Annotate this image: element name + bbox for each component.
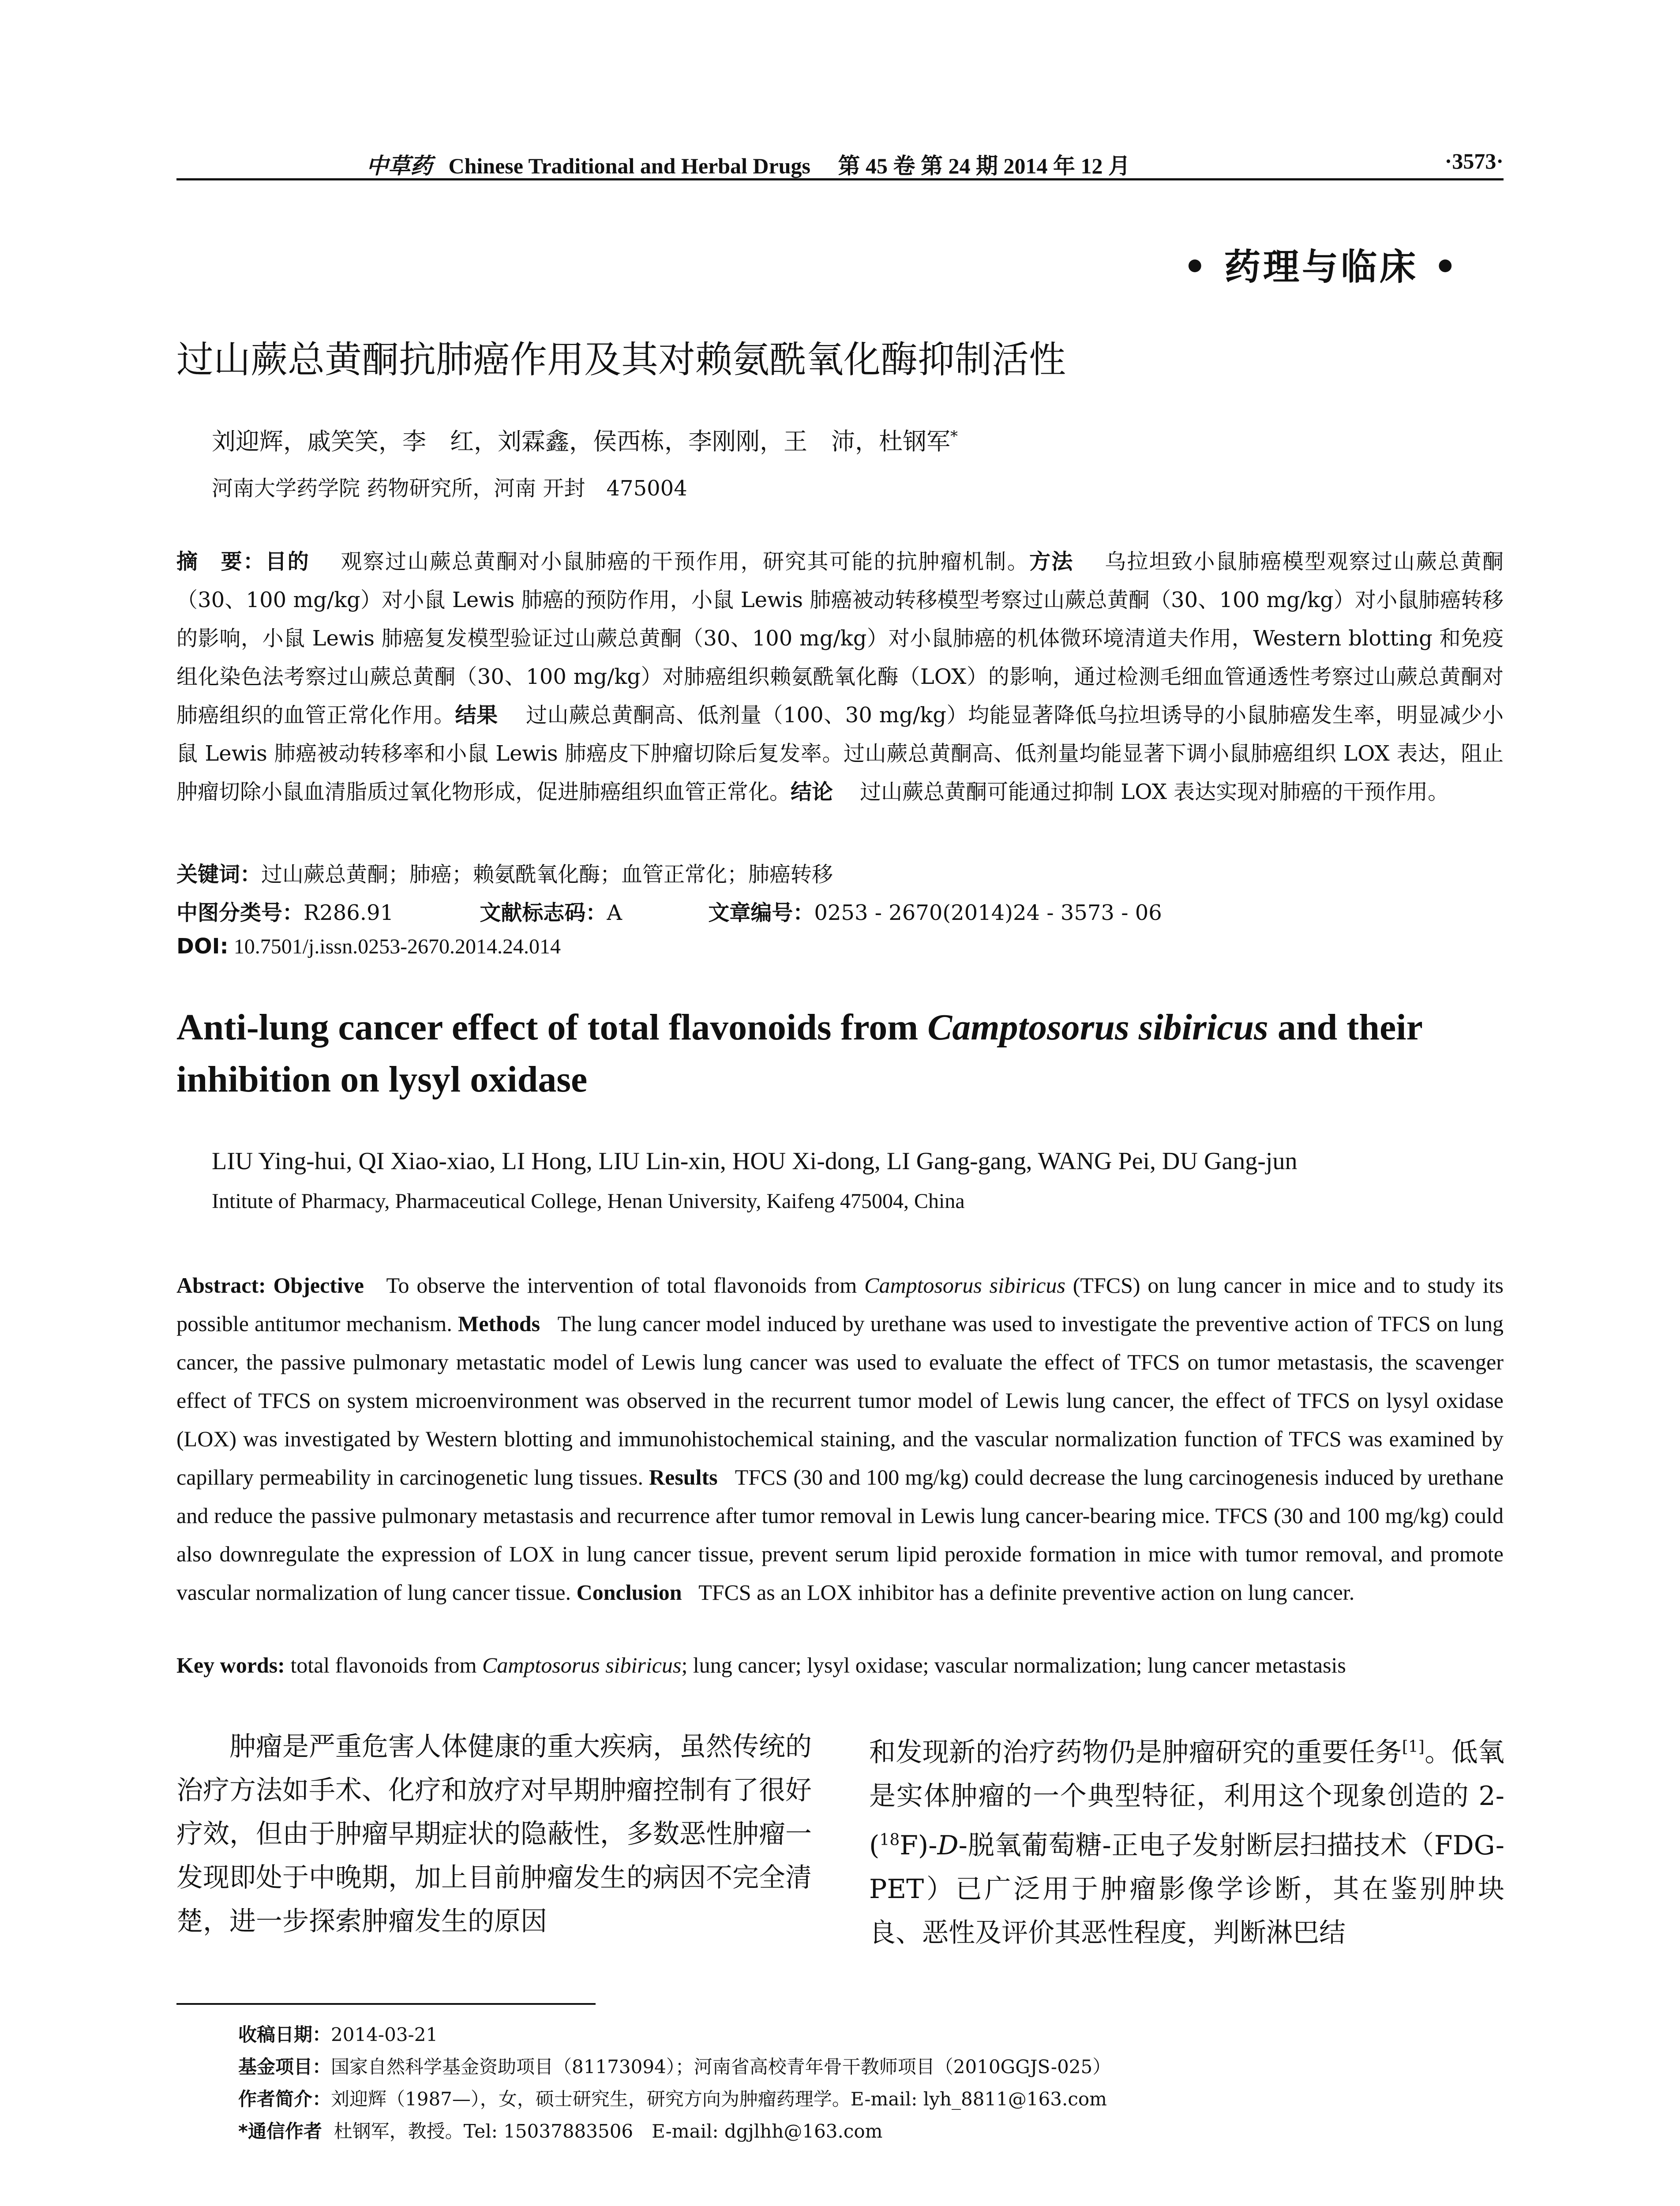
results-text-cn: 过山蕨总黄酮高、低剂量（100、30 mg/kg）均能显著降低乌拉坦诱导的小鼠肺癌发生率，明显减少小鼠 Lewis 肺癌被动转移率和小鼠 Lewis 肺癌皮下肿瘤切除后复发率。过山蕨总黄酮高、低剂量均能显著下调小鼠肺癌组织 LOX 表达，阻止肿瘤切除小鼠血清脂质过氧化物形成，促进肺癌组织血管正常化。 xyxy=(176,703,1504,804)
footnote-author-bio xyxy=(238,2083,1500,2115)
keywords-label-en: Key words: xyxy=(176,1653,285,1677)
footnote-rule xyxy=(176,2003,596,2005)
clc-label: 中图分类号： xyxy=(176,900,304,925)
doc-code-label: 文献标志码： xyxy=(480,900,607,925)
methods-label-en: Methods xyxy=(458,1311,540,1336)
methods-text-en: The lung cancer model induced by urethane was used to investigate the preventive action of TFCS on lung cancer, the passive pulmonary metastatic model of Lewis lung cancer was used to evaluate the effect of TFCS on tumor metastasis, the scavenger effect of TFCS on system microenvironment was observed in the recurrent tumor model of Lewis lung cancer, the effect of TFCS on lysyl oxidase (LOX) was investigated by Western blotting and immunohistochemical staining, and the vascular normalization function of TFCS was examined by capillary permeability in carcinogenetic lung tissues. xyxy=(176,1311,1504,1489)
body-right-text-4: -脱氧葡萄糖-正电子发射断层扫描技术（FDG-PET）已广泛用于肿瘤影像学诊断，其在鉴别肿块良、恶性及评价其恶性程度，判断淋巴结 xyxy=(869,1830,1504,1948)
footnote-corresponding xyxy=(238,2115,1500,2147)
author-list-cn: 刘迎辉，戚笑笑，李 红，刘霖鑫，侯西栋，李刚刚，王 沛，杜钢军 xyxy=(212,428,950,455)
footnote-label: 基金项目： xyxy=(238,2056,331,2078)
classification-line xyxy=(176,896,1504,926)
journal-issue: 第 45 卷 第 24 期 2014 年 12 月 xyxy=(838,154,1130,178)
keywords-cn xyxy=(176,857,1504,888)
objective-species-en: Camptosorus sibiricus xyxy=(864,1273,1065,1298)
article-number-value: 0253 - 2670(2014)24 - 3573 - 06 xyxy=(814,900,1162,925)
footnotes xyxy=(238,2018,1500,2147)
footnote-label: 作者简介： xyxy=(238,2088,331,2110)
title-en-species: Camptosorus sibiricus xyxy=(927,1007,1268,1048)
footnote-label: *通信作者 xyxy=(238,2120,322,2142)
conclusion-text-cn: 过山蕨总黄酮可能通过抑制 LOX 表达实现对肺癌的干预作用。 xyxy=(860,780,1449,804)
affiliation-cn: 河南大学药学院 药物研究所，河南 开封 475004 xyxy=(212,476,687,501)
footnote-label: 收稿日期： xyxy=(238,2024,331,2045)
title-en-part1: Anti-lung cancer effect of total flavonoids from xyxy=(176,1007,928,1048)
footnote-text: 杜钢军，教授。Tel: 15037883506 E-mail: dgjlhh@163.com xyxy=(334,2120,883,2142)
authors-en: LIU Ying-hui, QI Xiao-xiao, LI Hong, LIU Lin-xin, HOU Xi-dong, LI Gang-gang, WANG Pei, DU Gang-jun xyxy=(212,1148,1298,1175)
methods-label-cn: 方法 xyxy=(1029,549,1074,574)
objective-text-cn: 观察过山蕨总黄酮对小鼠肺癌的干预作用，研究其可能的抗肿瘤机制。 xyxy=(341,549,1030,574)
authors-cn xyxy=(212,423,1491,457)
doi-line xyxy=(176,934,1504,959)
journal-name-en: Chinese Traditional and Herbal Drugs xyxy=(448,154,810,178)
keywords-en-species: Camptosorus sibiricus xyxy=(482,1653,682,1677)
footnote-text: 刘迎辉（1987—），女，硕士研究生，研究方向为肿瘤药理学。E-mail: lyh_8811@163.com xyxy=(331,2088,1107,2110)
keywords-en-part1: total flavonoids from xyxy=(290,1653,482,1677)
results-label-en: Results xyxy=(649,1465,718,1489)
body-column-left: 肿瘤是严重危害人体健康的重大疾病，虽然传统的治疗方法如手术、化疗和放疗对早期肿瘤控制有了很好疗效，但由于肿瘤早期症状的隐蔽性，多数恶性肿瘤一发现即处于中晚期，加上目前肿瘤发生的病因不完全清楚，进一步探索肿瘤发生的原因 xyxy=(176,1731,812,1937)
keywords-text-cn: 过山蕨总黄酮；肺癌；赖氨酰氧化酶；血管正常化；肺癌转移 xyxy=(261,862,833,887)
body-column-right xyxy=(869,1725,1504,1955)
abstract-cn xyxy=(176,543,1504,811)
body-right-text-3: F)- xyxy=(900,1830,938,1861)
section-tag: • 药理与临床 • xyxy=(1183,246,1459,288)
keywords-en xyxy=(176,1652,1504,1678)
results-label-cn: 结果 xyxy=(455,703,498,728)
keywords-label-cn: 关键词： xyxy=(176,862,262,887)
citation-ref-1[interactable]: [1] xyxy=(1402,1738,1425,1756)
footnote-text: 国家自然科学基金资助项目（81173094）；河南省高校青年骨干教师项目（2010GGJS-025） xyxy=(331,2056,1111,2078)
page-number: ·3573· xyxy=(1444,149,1504,173)
title-en-part2: and their inhibition on lysyl oxidase xyxy=(176,1007,1422,1100)
isotope-superscript: 18 xyxy=(879,1831,900,1849)
doi-value: 10.7501/j.issn.0253-2670.2014.24.014 xyxy=(233,935,561,958)
doc-code-value: A xyxy=(607,900,622,925)
conclusion-label-en: Conclusion xyxy=(576,1580,682,1605)
abstract-label-cn: 摘 要： xyxy=(176,549,266,574)
conclusion-text-en: TFCS as an LOX inhibitor has a definite preventive action on lung cancer. xyxy=(698,1580,1355,1605)
clc-value: R286.91 xyxy=(304,900,394,925)
conclusion-label-cn: 结论 xyxy=(791,780,833,804)
header-rule xyxy=(176,178,1504,180)
footnote-received xyxy=(238,2018,1500,2051)
results-text-en: TFCS (30 and 100 mg/kg) could decrease the lung carcinogenesis induced by urethane and reduce the passive pulmonary metastasis and recurrence after tumor removal in Lewis lung cancer-bearing mice. TFCS (30 and 100 mg/kg) could also downregulate the expression of LOX in lung cancer tissue, prevent serum lipid peroxide formation in mice with tumor removal, and promote vascular normalization of lung cancer tissue. xyxy=(176,1465,1504,1605)
footnote-text: 2014-03-21 xyxy=(331,2024,438,2045)
article-title-en xyxy=(176,1002,1504,1106)
body-right-text-2: 。低氧是实体肿瘤的一个典型特征，利用这个现象创造的 2-( xyxy=(869,1737,1505,1861)
abstract-en xyxy=(176,1266,1504,1612)
body-right-text-1: 和发现新的治疗药物仍是肿瘤研究的重要任务 xyxy=(869,1737,1402,1768)
running-header xyxy=(176,140,1504,180)
article-title-cn: 过山蕨总黄酮抗肺癌作用及其对赖氨酰氧化酶抑制活性 xyxy=(176,338,1066,381)
corresponding-mark: * xyxy=(950,428,958,445)
footnote-funding xyxy=(238,2051,1500,2083)
journal-name-cn: 中草药 xyxy=(366,154,432,178)
methods-text-cn: 乌拉坦致小鼠肺癌模型观察过山蕨总黄酮（30、100 mg/kg）对小鼠 Lewis 肺癌的预防作用，小鼠 Lewis 肺癌被动转移模型考察过山蕨总黄酮（30、100 mg/kg）对小鼠肺癌转移的影响，小鼠 Lewis 肺癌复发模型验证过山蕨总黄酮（30、100 mg/kg）对小鼠肺癌的机体微环境清道夫作用，Western blotting 和免疫组化染色法考察过山蕨总黄酮（30、100 mg/kg）对肺癌组织赖氨酰氧化酶（LOX）的影响，通过检测毛细血管通透性考察过山蕨总黄酮对肺癌组织的血管正常化作用。 xyxy=(176,549,1504,728)
article-number-label: 文章编号： xyxy=(708,900,814,925)
running-header-left xyxy=(366,148,1130,180)
objective-text-en-1: To observe the intervention of total flavonoids from xyxy=(386,1273,865,1298)
objective-label-cn: 目的 xyxy=(265,549,310,574)
d-configuration-letter: D xyxy=(937,1830,959,1861)
affiliation-en: Intitute of Pharmacy, Pharmaceutical College, Henan University, Kaifeng 475004, China xyxy=(212,1189,965,1213)
doi-label: DOI: xyxy=(176,934,229,959)
objective-text-en-2: (TFCS) on lung cancer in mice and to study its possible antitumor mechanism. xyxy=(176,1273,1504,1336)
keywords-en-part2: ; lung cancer; lysyl oxidase; vascular normalization; lung cancer metastasis xyxy=(681,1653,1346,1677)
objective-label-en: Abstract: Objective xyxy=(176,1273,364,1298)
